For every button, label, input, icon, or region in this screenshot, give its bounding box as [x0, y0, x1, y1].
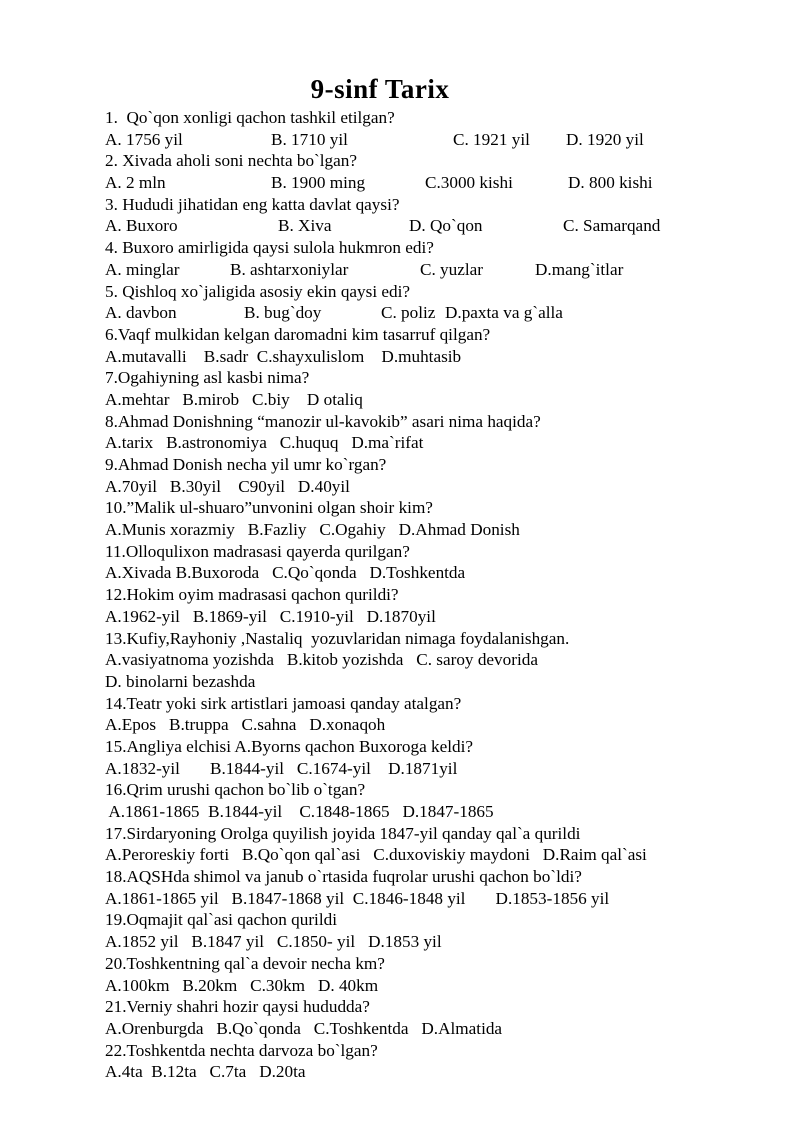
answer-options: A.Munis xorazmiy B.Fazliy C.Ogahiy D.Ahmad Donish	[105, 520, 520, 540]
answer-options	[105, 129, 795, 151]
page-title: 9-sinf Tarix	[310, 74, 450, 104]
answer-option: C. Samarqand	[563, 216, 661, 236]
answer-options: A.1852 yil B.1847 yil C.1850- yil D.1853 yil	[105, 932, 442, 952]
answer-option: A. minglar	[105, 259, 180, 279]
answer-option: C. poliz	[381, 303, 436, 323]
answer-options: A.4ta B.12ta C.7ta D.20ta	[105, 1062, 306, 1082]
answer-options	[105, 172, 795, 194]
question-text: 5. Qishloq xo`jaligida asosiy ekin qaysi edi?	[105, 281, 411, 301]
question-text: 6.Vaqf mulkidan kelgan daromadni kim tasarruf qilgan?	[105, 324, 491, 344]
answer-options: A.tarix B.astronomiya C.huquq D.ma`rifat	[105, 433, 424, 453]
answer-options: A.1832-yil B.1844-yil C.1674-yil D.1871yil	[105, 758, 458, 778]
question-text: 12.Hokim oyim madrasasi qachon qurildi?	[105, 585, 399, 605]
question-text: 2. Xivada aholi soni nechta bo`lgan?	[105, 151, 358, 171]
answer-option: B. 1900 ming	[271, 173, 366, 193]
answer-option: D.mang`itlar	[535, 259, 624, 279]
answer-option: A. 2 mln	[105, 173, 166, 193]
question-text: 17.Sirdaryoning Orolga quyilish joyida 1847-yil qanday qal`a qurildi	[105, 823, 581, 843]
question-text: 11.Olloqulixon madrasasi qayerda qurilgan?	[105, 541, 410, 561]
question-text: 4. Buxoro amirligida qaysi sulola hukmron edi?	[105, 238, 434, 258]
answer-option: D.paxta va g`alla	[445, 303, 563, 323]
answer-options: A.Epos B.truppa C.sahna D.xonaqoh	[105, 715, 386, 735]
question-text: 20.Toshkentning qal`a devoir necha km?	[105, 953, 385, 973]
question-text: 16.Qrim urushi qachon bo`lib o`tgan?	[105, 780, 366, 800]
answer-options: A.1861-1865 yil B.1847-1868 yil C.1846-1848 yil D.1853-1856 yil	[105, 888, 610, 908]
question-text: 15.Angliya elchisi A.Byorns qachon Buxoroga keldi?	[105, 736, 474, 756]
answer-options	[105, 302, 795, 324]
question-text: 7.Ogahiyning asl kasbi nima?	[105, 368, 310, 388]
answer-options: A.1861-1865 B.1844-yil C.1848-1865 D.1847-1865	[105, 802, 494, 821]
answer-option: A. 1756 yil	[105, 129, 183, 149]
answer-options	[105, 259, 795, 281]
question-text: 3. Hududi jihatidan eng katta davlat qaysi?	[105, 194, 400, 214]
answer-option: B. Xiva	[278, 216, 332, 236]
answer-options: A.mutavalli B.sadr C.shayxulislom D.muhtasib	[105, 346, 462, 366]
answer-options: A.mehtar B.mirob C.biy D otaliq	[105, 389, 363, 409]
answer-options: A.vasiyatnoma yozishda B.kitob yozishda C. saroy devorida	[105, 650, 538, 670]
question-text: 22.Toshkentda nechta darvoza bo`lgan?	[105, 1040, 378, 1060]
answer-option: D. 1920 yil	[566, 129, 644, 149]
answer-option: B. bug`doy	[244, 303, 322, 323]
answer-options: A.1962-yil B.1869-yil C.1910-yil D.1870yil	[105, 606, 436, 626]
answer-options: A.Xivada B.Buxoroda C.Qo`qonda D.Toshkentda	[105, 563, 466, 583]
answer-option: B. 1710 yil	[271, 129, 348, 149]
answer-options: A.100km B.20km C.30km D. 40km	[105, 975, 379, 995]
answer-option: D. Qo`qon	[409, 216, 483, 236]
answer-option: C. yuzlar	[420, 259, 484, 279]
answer-option: C.3000 kishi	[425, 173, 513, 193]
question-text: 13.Kufiy,Rayhoniy ,Nastaliq yozuvlaridan nimaga foydalanishgan.	[105, 628, 570, 648]
question-text: 9.Ahmad Donish necha yil umr ko`rgan?	[105, 455, 387, 474]
answer-option: C. 1921 yil	[453, 129, 530, 149]
question-text: 10.”Malik ul-shuaro”unvonini olgan shoir kim?	[105, 498, 433, 518]
answer-options: D. binolarni bezashda	[105, 671, 256, 691]
question-text: 14.Teatr yoki sirk artistlari jamoasi qanday atalgan?	[105, 693, 462, 713]
answer-options: A.Peroreskiy forti B.Qo`qon qal`asi C.duxoviskiy maydoni D.Raim qal`asi	[105, 845, 647, 865]
question-text: 8.Ahmad Donishning “manozir ul-kavokib” asari nima haqida?	[105, 411, 541, 431]
answer-option: B. ashtarxoniylar	[230, 259, 349, 279]
question-text: 1. Qo`qon xonligi qachon tashkil etilgan?	[105, 108, 395, 127]
answer-options	[105, 215, 795, 237]
answer-option: D. 800 kishi	[568, 173, 653, 193]
question-text: 21.Verniy shahri hozir qaysi hududda?	[105, 997, 370, 1017]
question-text: 19.Oqmajit qal`asi qachon qurildi	[105, 910, 337, 930]
question-text: 18.AQSHda shimol va janub o`rtasida fuqrolar urushi qachon bo`ldi?	[105, 867, 582, 887]
answer-option: A. davbon	[105, 303, 177, 323]
answer-options: A.70yil B.30yil C90yil D.40yil	[105, 476, 350, 496]
question-list	[105, 107, 795, 1083]
answer-options: A.Orenburgda B.Qo`qonda C.Toshkentda D.Almatida	[105, 1018, 503, 1038]
answer-option: A. Buxoro	[105, 216, 178, 236]
